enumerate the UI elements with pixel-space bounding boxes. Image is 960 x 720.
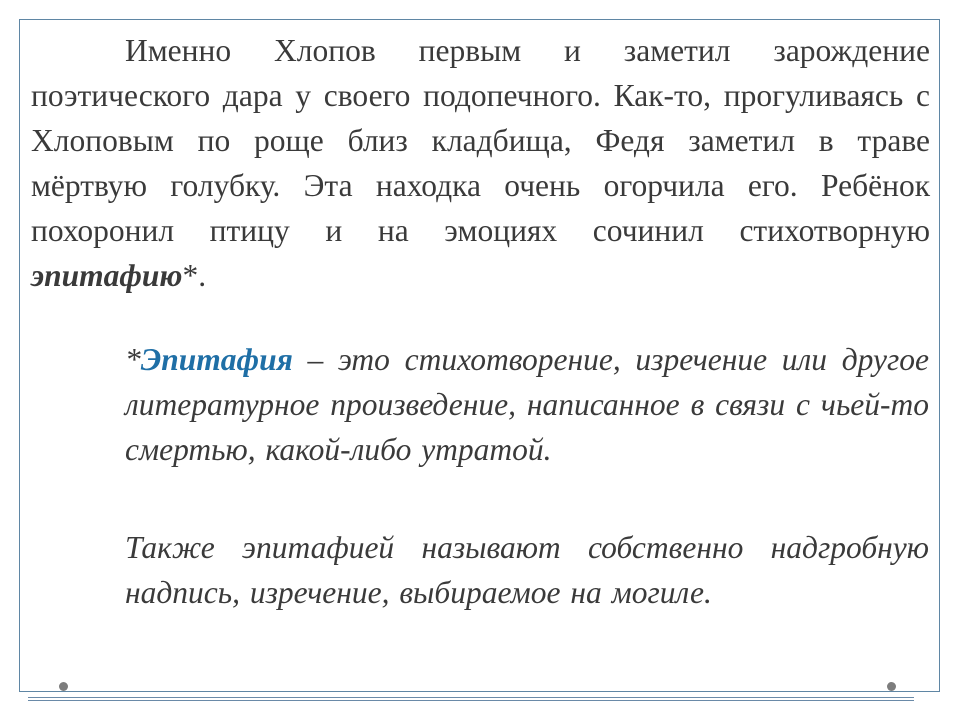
main-paragraph xyxy=(31,28,930,298)
main-paragraph-trail: *. xyxy=(182,258,207,293)
bottom-rule xyxy=(28,697,914,698)
footnote-keyword: Эпитафия xyxy=(140,342,293,377)
epitaph-term: эпитафию xyxy=(31,258,183,293)
bullet-dot-left xyxy=(59,682,68,691)
footnote-asterisk: * xyxy=(125,342,141,377)
second-note: Также эпитафией называют собственно надгробную надпись, изречение, выбираемое на могиле. xyxy=(125,530,929,610)
footnote-text: – это стихотворение, изречение или другое литературное произведение, написанное в связи с чьей-то смертью, какой-либо утратой. xyxy=(125,342,929,467)
footnote-definition xyxy=(125,337,929,472)
bottom-rule-second xyxy=(28,700,914,701)
main-paragraph-text: Именно Хлопов первым и заметил зарождение поэтического дара у своего подопечного. Как-то, прогуливаясь с Хлоповым по роще близ кладбища, Федя заметил в траве мёртвую голубку. Эта находка очень огорчила его. Ребёнок похоронил птицу и на эмоциях сочинил стихотворную xyxy=(31,33,930,248)
bullet-dot-right xyxy=(887,682,896,691)
